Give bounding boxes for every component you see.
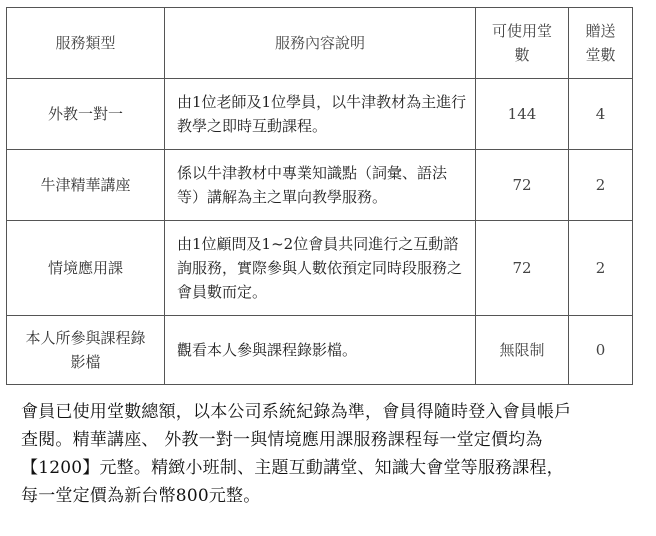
pricing-notice: 會員已使用堂數總額，以本公司系統紀錄為準，會員得隨時登入會員帳戶查閱。精華講座、 外教一對一與情境應用課服務課程每一堂定價均為【1200】元整。精緻小班制、主題互動講堂、知識大會堂等服務課程，每一堂定價為新台幣800元整。	[21, 402, 572, 506]
table-row	[7, 150, 633, 221]
header-gift-label: 贈送堂數	[585, 22, 616, 64]
cell-service-type: 外教一對一	[7, 79, 165, 150]
cell-service-type: 牛津精華講座	[7, 150, 165, 221]
cell-service-desc-text: 觀看本人參與課程錄影檔。	[177, 341, 358, 359]
table-row	[7, 79, 633, 150]
cell-service-type	[7, 316, 165, 385]
header-service-desc: 服務內容說明	[165, 8, 476, 79]
cell-gift: 2	[569, 150, 633, 221]
cell-gift: 0	[569, 316, 633, 385]
header-lessons	[476, 8, 569, 79]
header-lessons-label: 可使用堂數	[491, 22, 552, 64]
cell-lessons: 無限制	[476, 316, 569, 385]
header-gift	[569, 8, 633, 79]
cell-service-desc-text: 由1位顧問及1~2位會員共同進行之互動諮詢服務，實際參與人數依預定同時段服務之會員數而定。	[177, 235, 463, 301]
cell-service-desc	[165, 79, 476, 150]
cell-lessons: 72	[476, 221, 569, 316]
cell-service-desc	[165, 150, 476, 221]
cell-service-type-text: 本人所參與課程錄影檔	[25, 329, 146, 371]
cell-service-desc	[165, 221, 476, 316]
cell-service-type: 情境應用課	[7, 221, 165, 316]
table-row	[7, 316, 633, 385]
cell-lessons: 72	[476, 150, 569, 221]
service-table	[6, 7, 633, 385]
cell-gift: 4	[569, 79, 633, 150]
cell-service-desc	[165, 316, 476, 385]
table-row	[7, 221, 633, 316]
cell-gift: 2	[569, 221, 633, 316]
table-header-row	[7, 8, 633, 79]
header-service-type: 服務類型	[7, 8, 165, 79]
cell-service-desc-text: 係以牛津教材中專業知識點（詞彙、語法等）講解為主之單向教學服務。	[177, 164, 448, 206]
cell-service-desc-text: 由1位老師及1位學員，以牛津教材為主進行教學之即時互動課程。	[177, 93, 467, 135]
cell-lessons: 144	[476, 79, 569, 150]
